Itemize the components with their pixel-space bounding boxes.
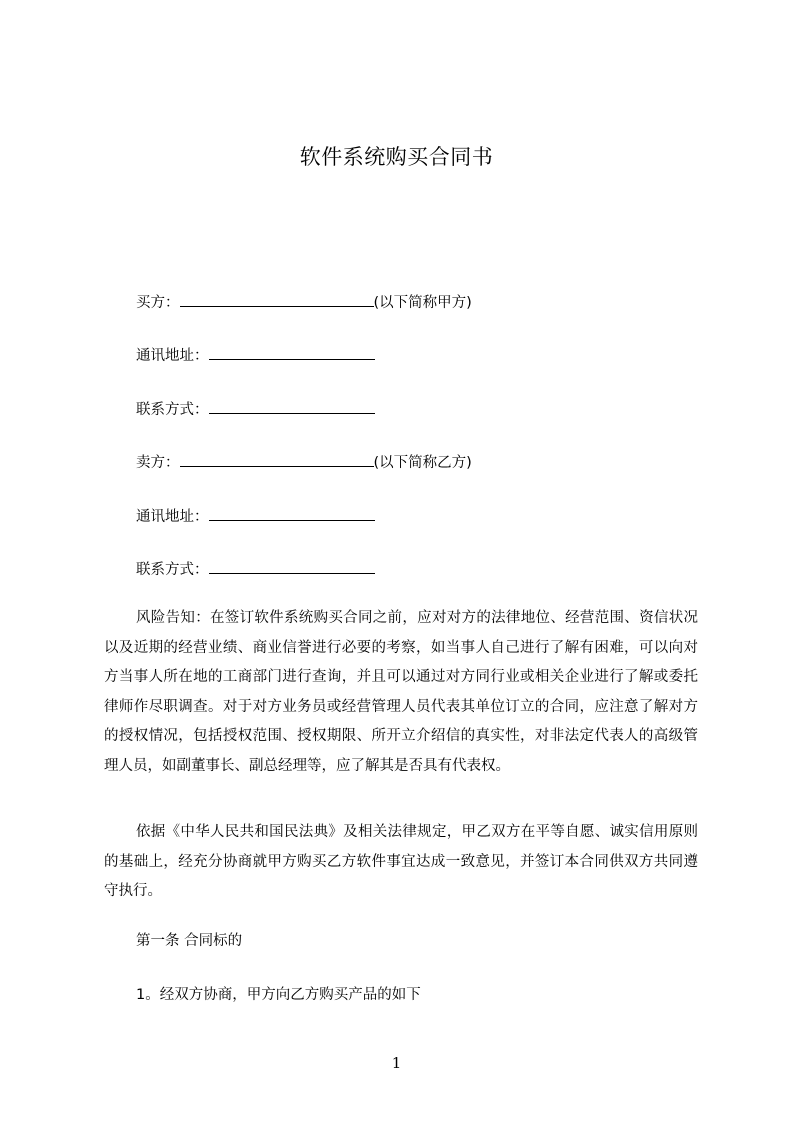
seller-address-blank[interactable] [209,505,375,521]
seller-address-label: 通讯地址： [136,509,209,525]
document-title: 软件系统购买合同书 [299,145,494,169]
seller-label: 卖方： [136,455,180,471]
article-1-item-1: 1。经双方协商，甲方向乙方购买产品的如下 [136,987,421,1003]
buyer-address-blank[interactable] [209,344,375,360]
risk-notice-paragraph: 风险告知：在签订软件系统购买合同之前，应对对方的法律地位、经营范围、资信状况以及近期的经营业绩、商业信誉进行必要的考察，如当事人自己进行了解有困难，可以向对方当事人所在地的工商部门进行查询，并且可以通过对方同行业或相关企业进行了解或委托律师作尽职调查。对于对方业务员或经营管理人员代表其单位订立的合同，应注意了解对方的授权情况，包括授权范围、授权期限、所开立介绍信的真实性，对非法定代表人的高级管理人员，如副董事长、副总经理等，应了解其是否具有代表权。 [104,610,698,774]
seller-contact-label: 联系方式： [136,562,209,578]
buyer-contact-field [136,398,375,420]
buyer-address-label: 通讯地址： [136,348,209,364]
page-number: 1 [391,1054,402,1072]
buyer-label: 买方： [136,295,180,311]
seller-blank[interactable] [180,451,374,467]
seller-suffix: (以下简称乙方) [373,455,472,471]
buyer-blank[interactable] [180,291,374,307]
seller-field [136,451,472,473]
seller-contact-blank[interactable] [209,558,375,574]
seller-address-field [136,505,375,527]
buyer-suffix: (以下简称甲方) [373,295,472,311]
buyer-contact-blank[interactable] [209,398,375,414]
buyer-contact-label: 联系方式： [136,402,209,418]
legal-basis-paragraph: 依据《中华人民共和国民法典》及相关法律规定，甲乙双方在平等自愿、诚实信用原则的基础上，经充分协商就甲方购买乙方软件事宜达成一致意见，并签订本合同供双方共同遵守执行。 [104,824,698,899]
seller-contact-field [136,558,375,580]
article-1-heading: 第一条 合同标的 [136,933,243,949]
buyer-address-field [136,344,375,366]
buyer-field [136,291,472,313]
